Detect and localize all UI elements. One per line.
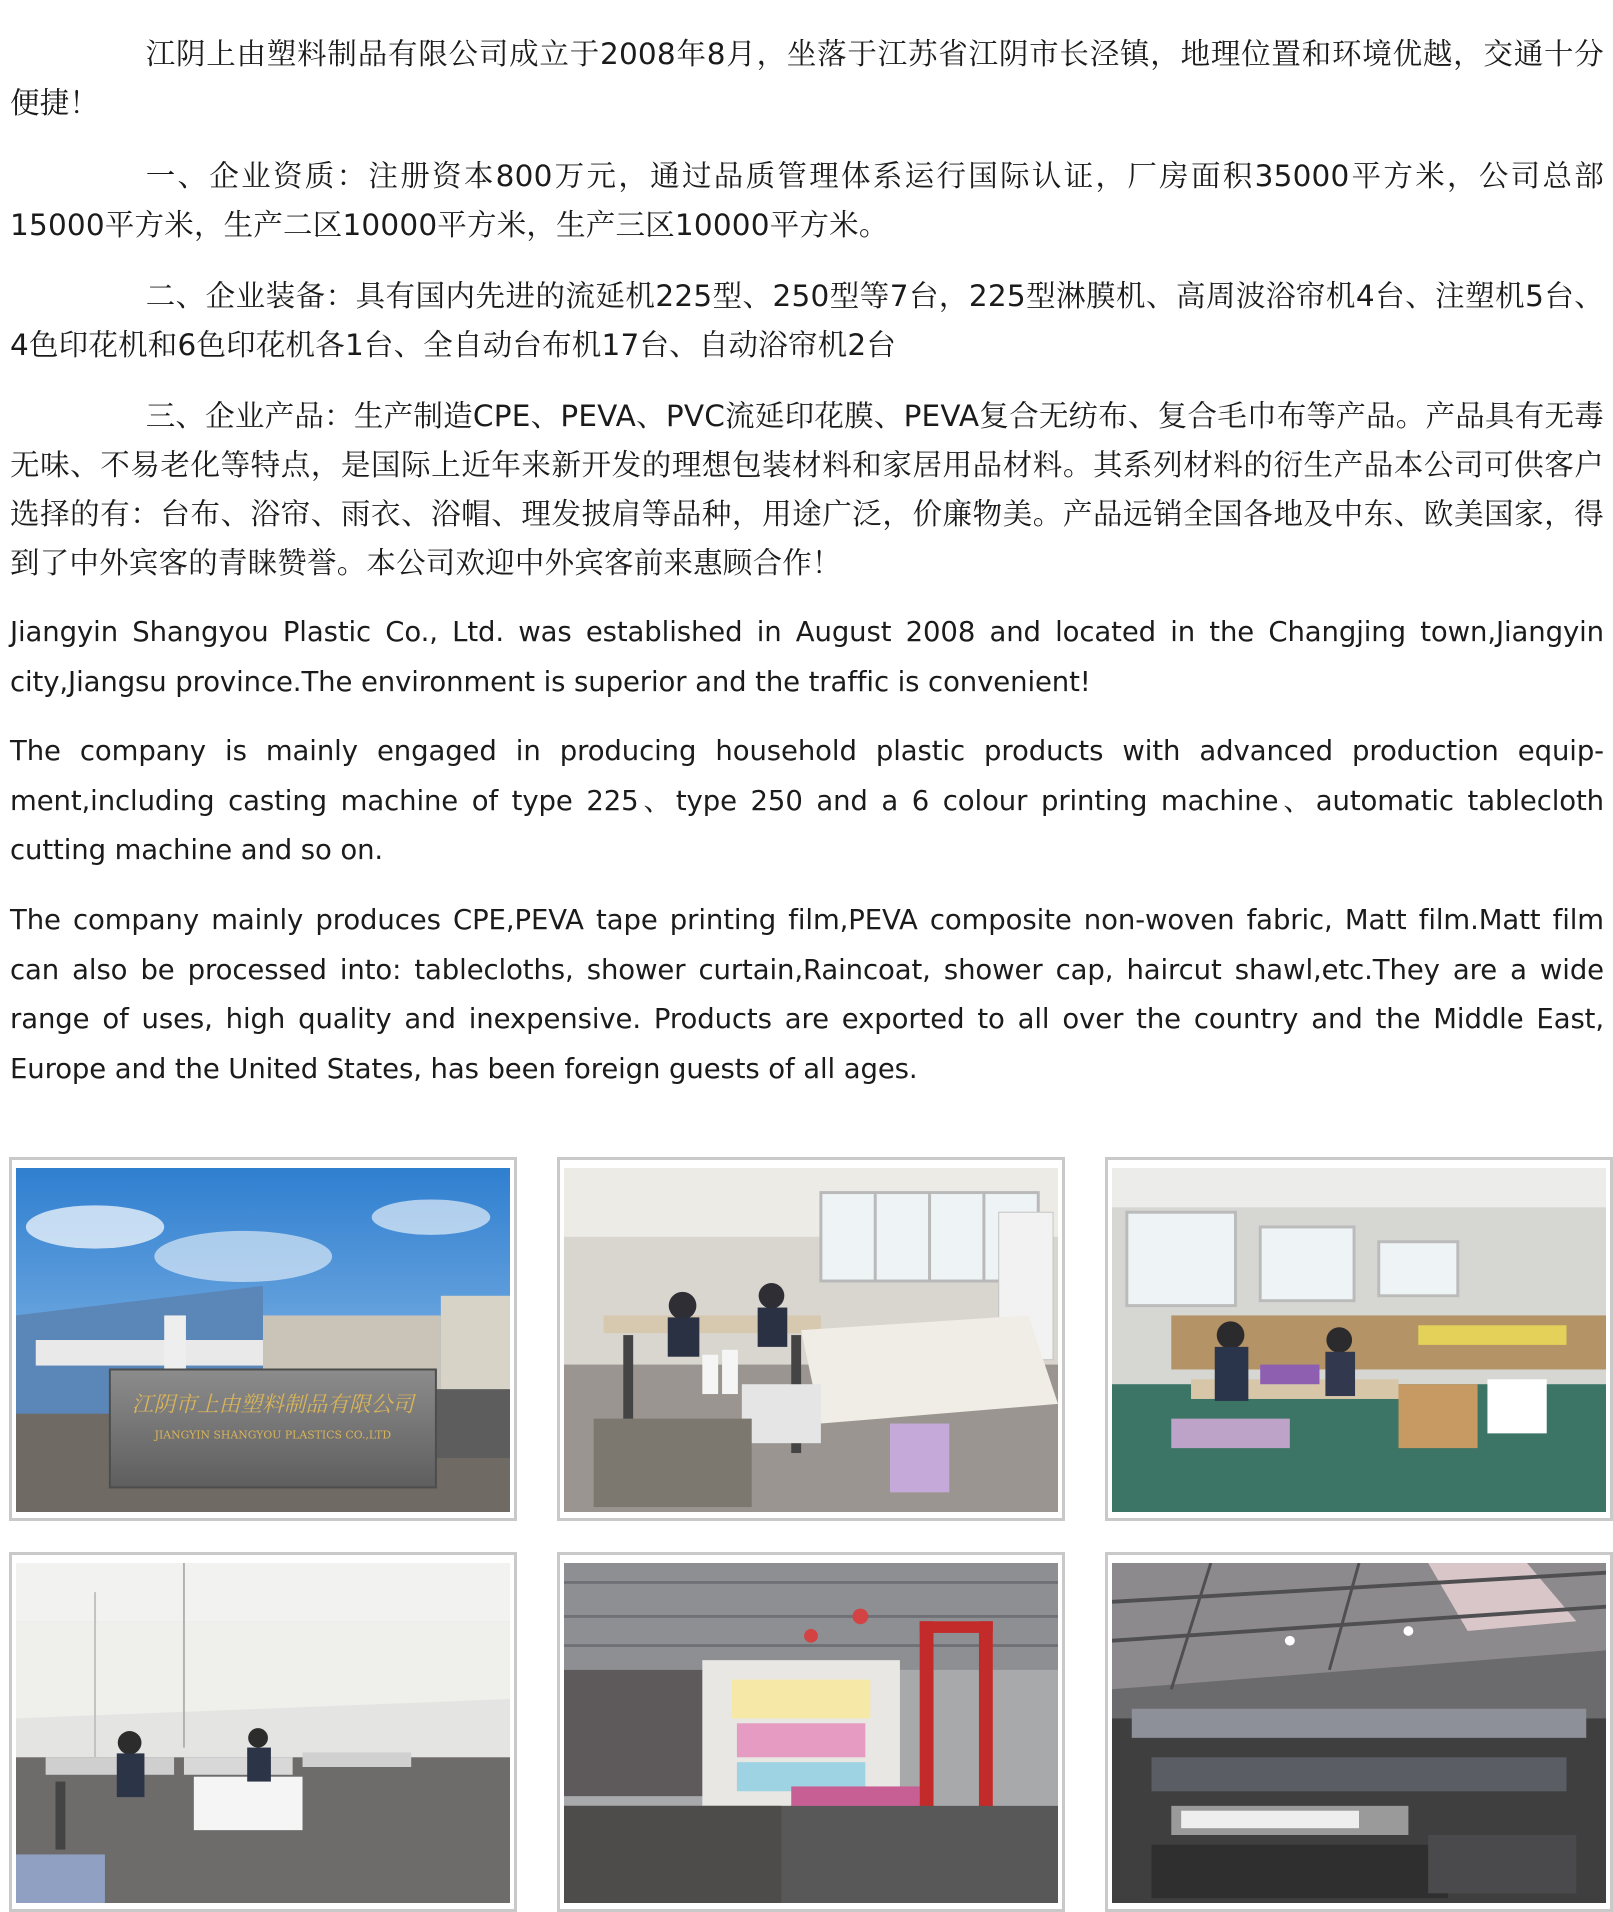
equipment-paragraph-zh: 二、企业装备：具有国内先进的流延机225型、250型等7台，225型淋膜机、高周波浴帘机4台、注塑机5台、4色印花机和6色印花机各1台、全自动台布机17台、自动浴帘机2台 [10,279,1604,362]
intro-paragraph-en: Jiangyin Shangyou Plastic Co., Ltd. was established in August 2008 and located in the Changjing town,Jiangyin city,Jiangsu province.The environment is superior and the traffic is convenient! [10,616,1604,698]
products-paragraph-zh: 三、企业产品：生产制造CPE、PEVA、PVC流延印花膜、PEVA复合无纺布、复合毛巾布等产品。产品具有无毒无味、不易老化等特点，是国际上近年来新开发的理想包装材料和家居用品材料。其系列材料的衍生产品本公司可供客户选择的有：台布、浴帘、雨衣、浴帽、理发披肩等品种，用途广泛，价廉物美。产品远销全国各地及中东、欧美国家，得到了中外宾客的青睐赞誉。本公司欢迎中外宾客前来惠顾合作！ [10,399,1604,580]
products-paragraph-en: The company mainly produces CPE,PEVA tape printing film,PEVA composite non-woven fabric, Matt film.Matt film can also be processed into: tablecloths, shower curtain,Raincoat, shower cap, haircut shawl,etc.They are a wide range of uses, high quality and inexpensive. Products are exported to all over the country and the Middle East, Europe and the United States, has been foreign guests of all ages. [10,904,1604,1085]
photo-cutting-workshop [9,1552,517,1912]
intro-paragraph-zh: 江阴上由塑料制品有限公司成立于2008年8月，坐落于江苏省江阴市长泾镇，地理位置和环境优越，交通十分便捷！ [10,37,1604,120]
photo-packing-workshop [1105,1157,1613,1521]
gate-sign-en: JIANGYIN SHANGYOU PLASTICS CO.,LTD [154,1428,392,1442]
photo-factory-gate [9,1157,517,1521]
gate-sign-zh: 江阴市上由塑料制品有限公司 [131,1392,415,1418]
qualification-paragraph-zh: 一、企业资质：注册资本800万元，通过品质管理体系运行国际认证，厂房面积35000平方米，公司总部15000平方米，生产二区10000平方米，生产三区10000平方米。 [10,159,1604,242]
equipment-paragraph-en: The company is mainly engaged in producing household plastic products with advanced production equip-ment,including casting machine of type 225、type 250 and a 6 colour printing machine、automatic tablecloth cutting machine and so on. [10,735,1604,866]
photo-sewing-workshop [557,1157,1065,1521]
photo-film-production-hall [1105,1552,1613,1912]
photo-printing-machine [557,1552,1065,1912]
